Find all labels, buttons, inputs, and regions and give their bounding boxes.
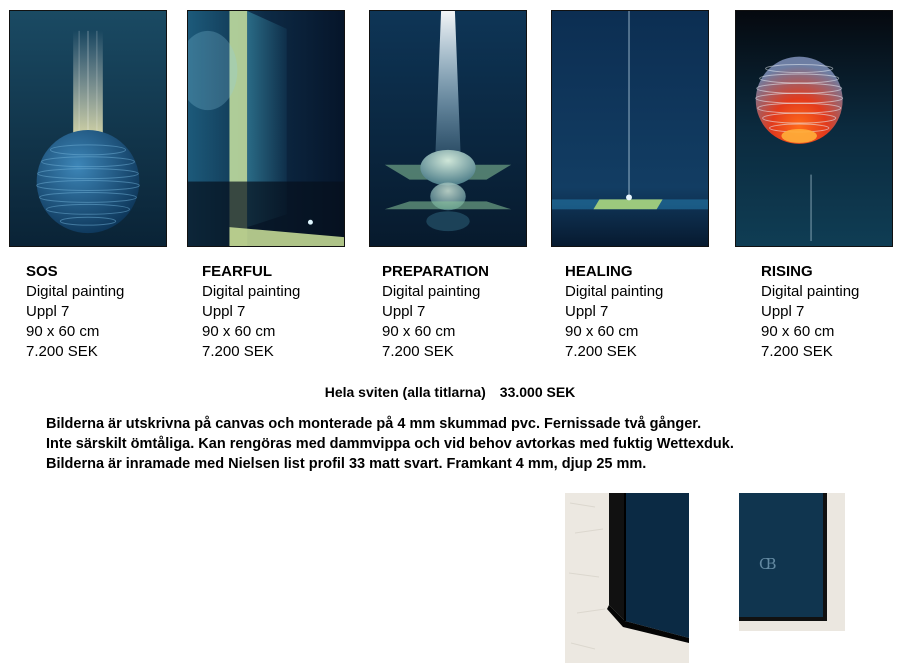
artwork-edition: Uppl 7 — [382, 303, 426, 320]
description-line: Bilderna är utskrivna på canvas och monterade på 4 mm skummad pvc. Fernissade två gånger. — [46, 416, 702, 432]
artwork-sos-image — [9, 10, 167, 247]
artwork-healing-image — [551, 10, 709, 247]
description-line: Inte särskilt ömtåliga. Kan rengöras med dammvippa och vid behov avtorkas med fuktig Wettexduk. — [46, 436, 734, 452]
artwork-price: 7.200 SEK — [382, 343, 454, 360]
artwork-title: RISING — [761, 263, 813, 280]
artwork-preparation-image — [369, 10, 527, 247]
artwork-medium: Digital painting — [202, 283, 301, 300]
artwork-fearful-image — [187, 10, 345, 247]
description-line: Bilderna är inramade med Nielsen list profil 33 matt svart. Framkant 4 mm, djup 25 mm. — [46, 456, 647, 472]
artwork-caption-fearful — [202, 262, 300, 362]
artwork-size: 90 x 60 cm — [761, 323, 835, 340]
artwork-medium: Digital painting — [382, 283, 481, 300]
artwork-price: 7.200 SEK — [761, 343, 833, 360]
artwork-medium: Digital painting — [26, 283, 125, 300]
artwork-caption-preparation — [382, 262, 489, 362]
artwork-size: 90 x 60 cm — [565, 323, 639, 340]
suite-price: 33.000 SEK — [499, 384, 576, 400]
suite-label: Hela sviten (alla titlarna) — [324, 384, 486, 400]
artwork-title: SOS — [26, 263, 58, 280]
artwork-price: 7.200 SEK — [565, 343, 637, 360]
artwork-price: 7.200 SEK — [26, 343, 98, 360]
artwork-medium: Digital painting — [565, 283, 664, 300]
frame-side-photo — [565, 493, 689, 663]
artwork-price: 7.200 SEK — [202, 343, 274, 360]
frame-corner-photo — [739, 493, 845, 631]
artwork-edition: Uppl 7 — [202, 303, 246, 320]
artwork-edition: Uppl 7 — [26, 303, 70, 320]
suite-price-line — [0, 384, 900, 400]
artwork-size: 90 x 60 cm — [202, 323, 276, 340]
artwork-caption-sos — [26, 262, 124, 362]
artwork-caption-rising — [761, 262, 859, 362]
artwork-edition: Uppl 7 — [761, 303, 805, 320]
description-block — [46, 414, 734, 474]
artwork-size: 90 x 60 cm — [382, 323, 456, 340]
artwork-caption-healing — [565, 262, 663, 362]
artwork-title: PREPARATION — [382, 263, 489, 280]
artwork-title: FEARFUL — [202, 263, 272, 280]
artwork-edition: Uppl 7 — [565, 303, 609, 320]
artwork-rising-image — [735, 10, 893, 247]
artwork-size: 90 x 60 cm — [26, 323, 100, 340]
artwork-medium: Digital painting — [761, 283, 860, 300]
signature-mark: CB — [759, 555, 772, 573]
artwork-title: HEALING — [565, 263, 633, 280]
